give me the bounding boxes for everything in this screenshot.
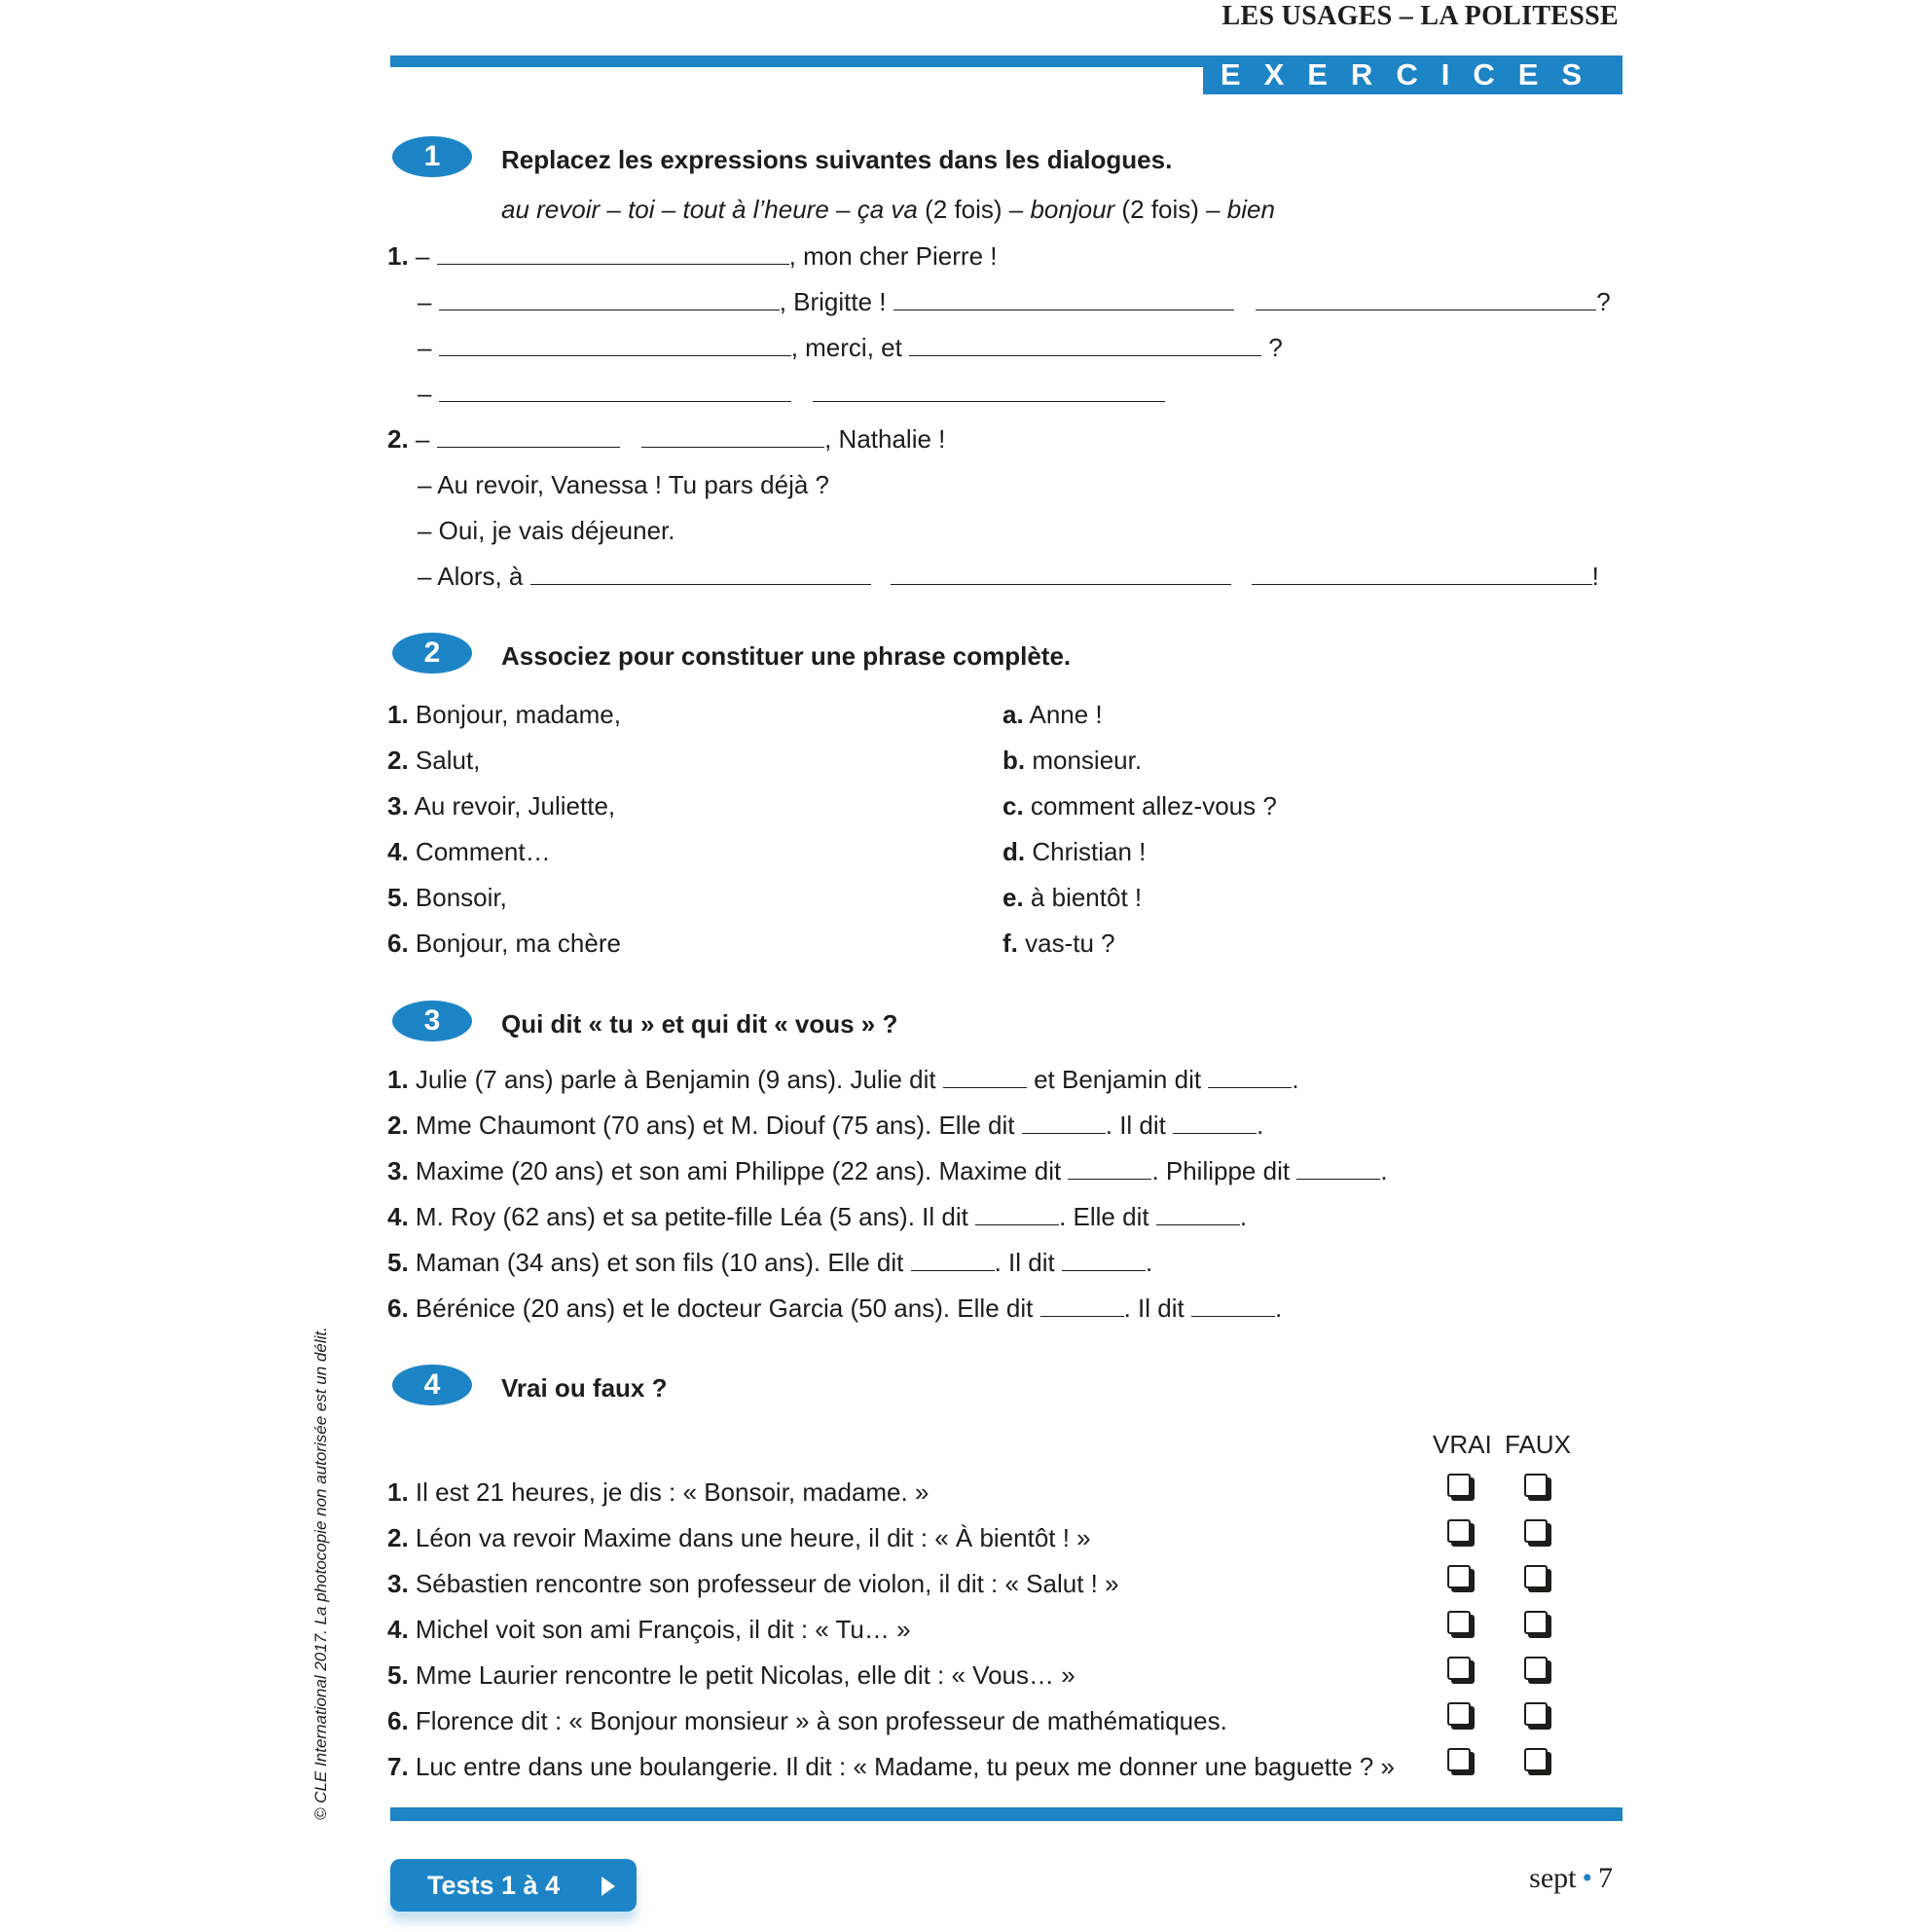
false-checkbox[interactable]	[1524, 1748, 1548, 1771]
false-column-header: FAUX	[1505, 1430, 1571, 1459]
match-right-item: a. Anne !	[1002, 700, 1103, 729]
blank[interactable]	[641, 423, 824, 448]
match-left-item: 4. Comment…	[387, 837, 551, 866]
exercise-2-badge: 2	[392, 633, 472, 674]
blank[interactable]	[1173, 1110, 1257, 1134]
blank[interactable]	[437, 240, 789, 265]
true-checkbox[interactable]	[1447, 1748, 1471, 1771]
true-false-item: 5. Mme Laurier rencontre le petit Nicolas, elle dit : « Vous… »	[387, 1660, 1075, 1690]
exercise-1-badge: 1	[392, 136, 472, 177]
match-left-item: 1. Bonjour, madame,	[387, 700, 621, 729]
footer-rule	[390, 1807, 1622, 1821]
page-number: sept • 7	[1529, 1862, 1613, 1894]
dialogue-1-line-3: – , merci, et ?	[418, 333, 1283, 362]
false-checkbox[interactable]	[1524, 1474, 1548, 1497]
exercise-2-instruction: Associez pour constituer une phrase complète.	[501, 641, 1072, 671]
blank[interactable]	[975, 1201, 1059, 1225]
false-checkbox[interactable]	[1524, 1519, 1548, 1543]
match-left-item: 6. Bonjour, ma chère	[387, 929, 621, 958]
blank[interactable]	[1040, 1293, 1124, 1317]
blank[interactable]	[1296, 1155, 1380, 1180]
true-false-item: 1. Il est 21 heures, je dis : « Bonsoir, madame. »	[387, 1477, 930, 1507]
blank[interactable]	[1256, 286, 1596, 310]
match-right-item: d. Christian !	[1002, 837, 1147, 866]
exercise-1-instruction: Replacez les expressions suivantes dans les dialogues.	[501, 145, 1173, 174]
exercise-4-instruction: Vrai ou faux ?	[501, 1373, 668, 1403]
blank[interactable]	[530, 561, 871, 585]
tests-link-label: Tests 1 à 4	[427, 1871, 561, 1900]
false-checkbox[interactable]	[1524, 1657, 1548, 1680]
true-false-item: 7. Luc entre dans une boulangerie. Il dit : « Madame, tu peux me donner une baguette ? »	[387, 1752, 1395, 1781]
exercise-3-item: 5. Maman (34 ans) et son fils (10 ans). Elle dit . Il dit .	[387, 1248, 1153, 1277]
dialogue-2-line-4: – Alors, à !	[418, 562, 1599, 591]
exercise-3-instruction: Qui dit « tu » et qui dit « vous » ?	[501, 1009, 898, 1039]
blank[interactable]	[439, 286, 780, 310]
copyright-notice: © CLE International 2017. La photocopie non autorisée est un délit.	[311, 1327, 330, 1820]
exercise-3-item: 6. Bérénice (20 ans) et le docteur Garcia (50 ans). Elle dit . Il dit .	[387, 1294, 1283, 1323]
match-right-item: c. comment allez-vous ?	[1002, 791, 1277, 820]
true-false-item: 4. Michel voit son ami François, il dit : « Tu… »	[387, 1615, 911, 1644]
blank[interactable]	[1191, 1293, 1275, 1317]
section-title: LES USAGES – LA POLITESSE	[1221, 1, 1619, 31]
true-checkbox[interactable]	[1447, 1474, 1471, 1497]
false-checkbox[interactable]	[1524, 1611, 1548, 1634]
blank[interactable]	[1022, 1110, 1106, 1134]
dialogue-2-line-3: – Oui, je vais déjeuner.	[418, 516, 675, 545]
false-checkbox[interactable]	[1524, 1702, 1548, 1726]
blank[interactable]	[1068, 1155, 1151, 1180]
true-checkbox[interactable]	[1447, 1519, 1471, 1543]
true-column-header: VRAI	[1433, 1430, 1492, 1459]
blank[interactable]	[813, 378, 1165, 402]
bullet-icon: •	[1582, 1862, 1592, 1894]
match-left-item: 3. Au revoir, Juliette,	[387, 791, 616, 820]
true-false-item: 3. Sébastien rencontre son professeur de violon, il dit : « Salut ! »	[387, 1569, 1119, 1598]
true-false-item: 6. Florence dit : « Bonjour monsieur » à son professeur de mathématiques.	[387, 1706, 1227, 1735]
match-right-item: e. à bientôt !	[1002, 883, 1143, 912]
exercise-1-word-bank: au revoir – toi – tout à l’heure – ça va (2 fois) – bonjour (2 fois) – bien	[501, 195, 1275, 224]
true-checkbox[interactable]	[1447, 1565, 1471, 1588]
false-checkbox[interactable]	[1524, 1565, 1548, 1588]
blank[interactable]	[1156, 1201, 1240, 1225]
dialogue-2-line-1: 2. – , Nathalie !	[387, 424, 946, 454]
dialogue-2-line-2: – Au revoir, Vanessa ! Tu pars déjà ?	[418, 470, 829, 499]
blank[interactable]	[439, 332, 791, 356]
exercise-3-item: 2. Mme Chaumont (70 ans) et M. Diouf (75 ans). Elle dit . Il dit .	[387, 1111, 1264, 1140]
blank[interactable]	[1252, 561, 1592, 585]
dialogue-1-line-4: –	[418, 377, 1165, 410]
match-right-item: b. monsieur.	[1002, 746, 1143, 775]
blank[interactable]	[911, 1247, 995, 1271]
dialogue-1-line-2: – , Brigitte ! ?	[418, 287, 1611, 316]
true-checkbox[interactable]	[1447, 1611, 1471, 1634]
blank[interactable]	[1062, 1247, 1146, 1271]
match-left-item: 2. Salut,	[387, 746, 481, 775]
exercise-3-item: 4. M. Roy (62 ans) et sa petite-fille Léa (5 ans). Il dit . Elle dit .	[387, 1202, 1248, 1231]
dialogue-1-line-1: 1. – , mon cher Pierre !	[387, 241, 998, 271]
exercise-3-item: 1. Julie (7 ans) parle à Benjamin (9 ans). Julie dit et Benjamin dit .	[387, 1065, 1299, 1094]
blank[interactable]	[891, 561, 1231, 585]
match-right-item: f. vas-tu ?	[1002, 929, 1115, 958]
exercises-banner: EXERCICES	[1203, 55, 1622, 94]
play-arrow-icon	[601, 1877, 615, 1896]
tests-link-button[interactable]	[390, 1859, 637, 1912]
blank[interactable]	[909, 332, 1261, 356]
blank[interactable]	[893, 286, 1234, 310]
blank[interactable]	[943, 1064, 1027, 1088]
blank[interactable]	[437, 423, 620, 448]
exercise-3-item: 3. Maxime (20 ans) et son ami Philippe (22 ans). Maxime dit . Philippe dit .	[387, 1156, 1388, 1185]
blank[interactable]	[439, 378, 791, 402]
exercise-4-badge: 4	[392, 1365, 472, 1405]
true-checkbox[interactable]	[1447, 1657, 1471, 1680]
match-left-item: 5. Bonsoir,	[387, 883, 507, 912]
blank[interactable]	[1208, 1064, 1292, 1088]
exercise-3-badge: 3	[392, 1001, 472, 1041]
true-false-item: 2. Léon va revoir Maxime dans une heure, il dit : « À bientôt ! »	[387, 1523, 1091, 1552]
true-checkbox[interactable]	[1447, 1702, 1471, 1726]
